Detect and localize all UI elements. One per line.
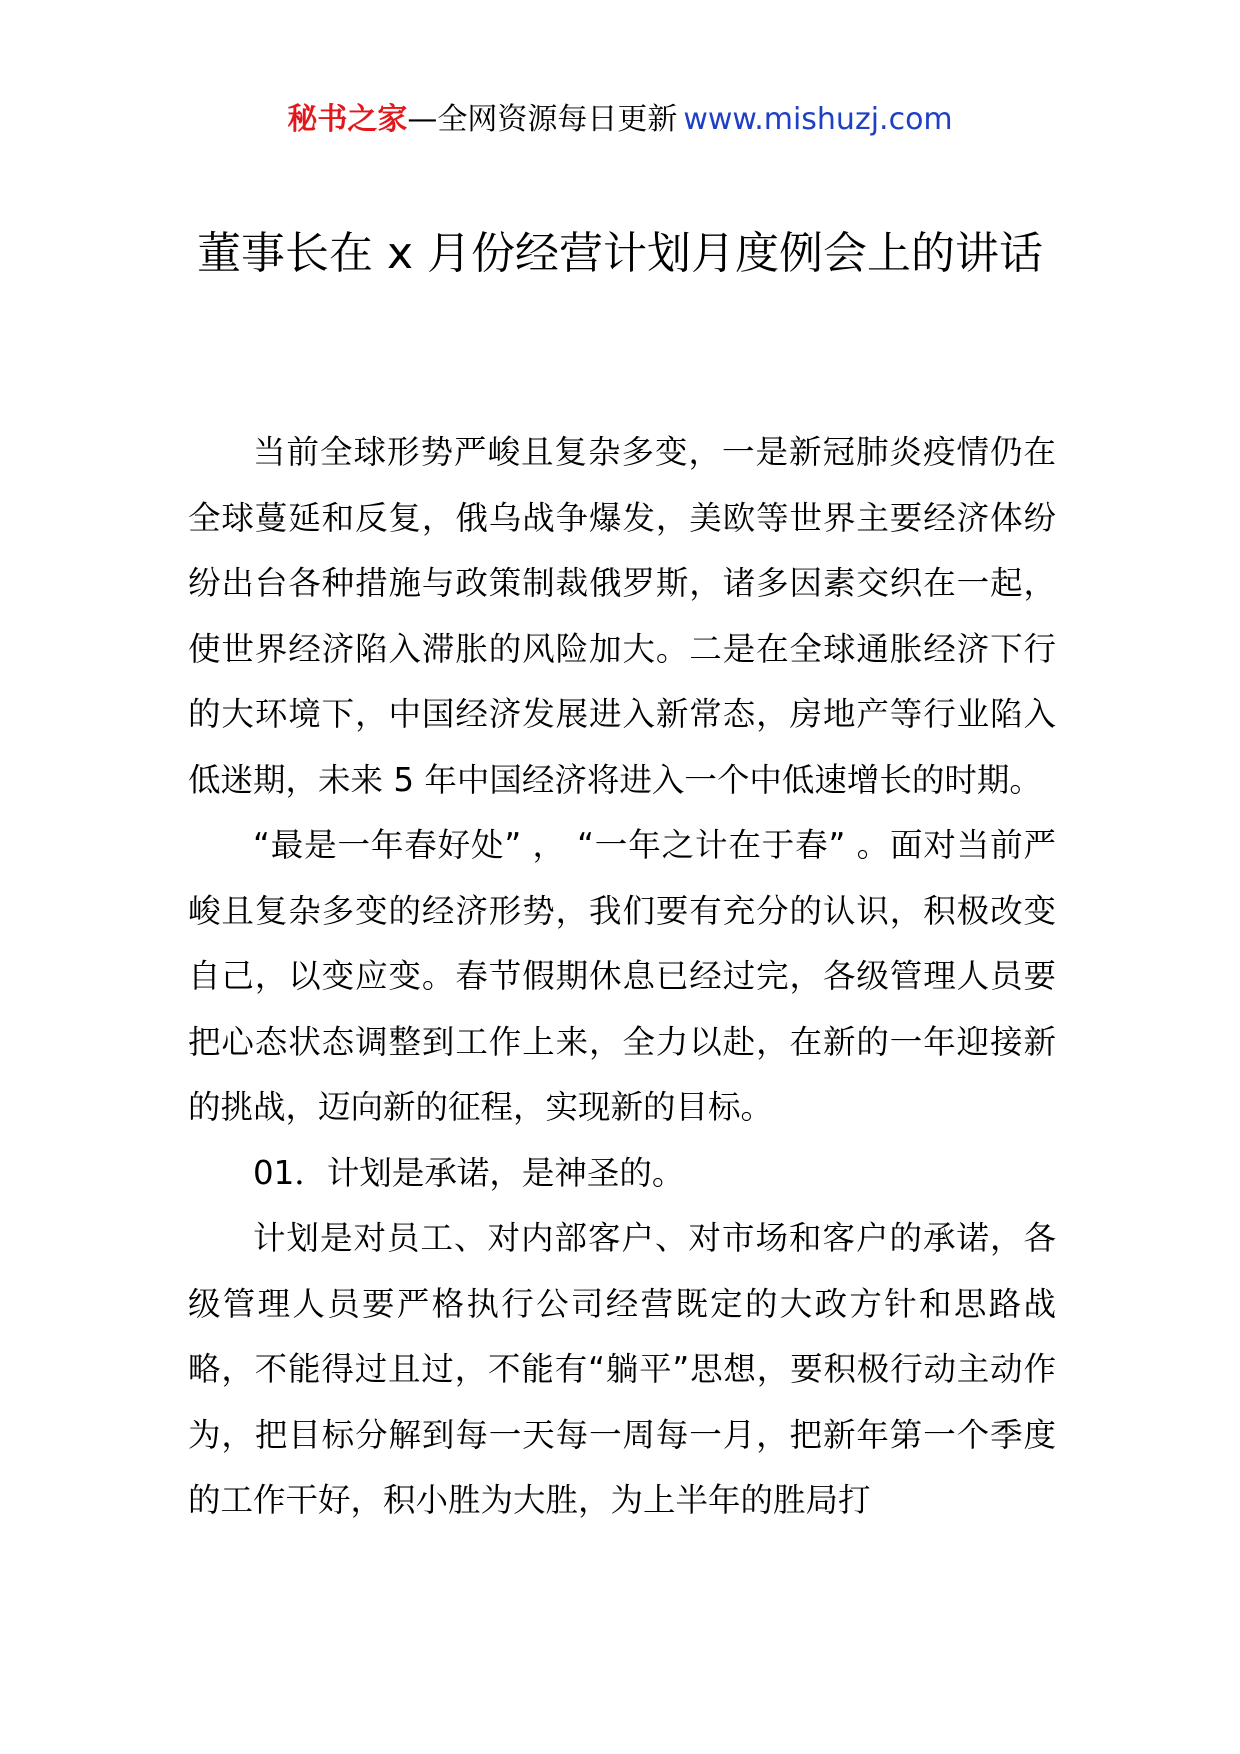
document-title: 董事长在 x 月份经营计划月度例会上的讲话 xyxy=(196,228,1043,279)
section-heading: 01．计划是承诺，是神圣的。 xyxy=(253,1153,685,1192)
brand-name: 秘书之家 xyxy=(287,102,408,137)
document-body xyxy=(188,420,1056,1534)
paragraph: 当前全球形势严峻且复杂多变，一是新冠肺炎疫情仍在全球蔓延和反复，俄乌战争爆发，美欧等世界主要经济体纷纷出台各种措施与政策制裁俄罗斯，诸多因素交织在一起，使世界经济陷入滞胀的风险加大。二是在全球通胀经济下行的大环境下，中国经济发展进入新常态，房地产等行业陷入低迷期，未来 5 年中国经济将进入一个中低速增长的时期。 xyxy=(188,433,1056,799)
site-url[interactable]: www.mishuzj.com xyxy=(683,102,953,137)
site-header xyxy=(0,100,1240,140)
paragraph: 计划是对员工、对内部客户、对市场和客户的承诺，各级管理人员要严格执行公司经营既定的大政方针和思路战略，不能得过且过，不能有“躺平”思想，要积极行动主动作为，把目标分解到每一天每一周每一月，把新年第一个季度的工作干好，积小胜为大胜，为上半年的胜局打 xyxy=(188,1219,1056,1519)
paragraph: “最是一年春好处” ， “一年之计在于春” 。面对当前严峻且复杂多变的经济形势，我们要有充分的认识，积极改变自己，以变应变。春节假期休息已经过完，各级管理人员要把心态状态调整到工作上来，全力以赴，在新的一年迎接新的挑战，迈向新的征程，实现新的目标。 xyxy=(188,826,1056,1126)
header-slogan: —全网资源每日更新 xyxy=(407,102,678,137)
